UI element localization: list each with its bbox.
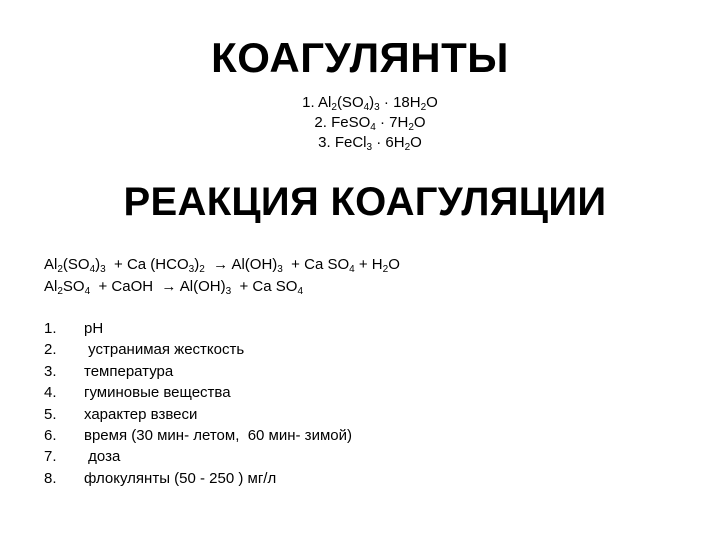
- coagulant-item: 3. FeCl$_3$ · $6H_2O$: [318, 134, 422, 153]
- factor-list: [44, 318, 352, 489]
- list-item: 2. устранимая жесткость: [44, 341, 245, 359]
- page-title: КОАГУЛЯНТЫ: [211, 34, 509, 81]
- coagulant-list: [0, 93, 720, 153]
- section-title: РЕАКЦИЯ КОАГУЛЯЦИИ: [123, 180, 607, 224]
- list-item: 1. pH: [44, 320, 104, 337]
- reaction-equation-1: $Al_2(SO_4)_3 + Ca$ $(HCO_3)_2 \to Al(OH)_3 + Ca$ $SO_4 + H_2O$: [44, 256, 400, 275]
- list-item: 7. доза: [44, 448, 121, 466]
- list-item: 8. флокулянты (50 - 250 ) мг/л: [44, 469, 277, 487]
- coagulant-item: 1. $Al_2(SO_4)_3 \cdot 18H_2O$: [302, 94, 438, 113]
- list-item: 6. время (30 мин- летом, 60 мин- зимой): [44, 427, 352, 445]
- coagulant-item: 2. FeSO$_4$ · $7H_2O$: [314, 114, 426, 133]
- reaction-equation-2: $Al_2SO_4$ + CaOH → $Al(OH)_3 + Ca$ $SO_4$: [44, 278, 304, 297]
- list-item: 5. характер взвеси: [44, 405, 198, 423]
- list-item: 4. гуминовые вещества: [44, 384, 231, 402]
- list-item: 3. температура: [44, 362, 174, 380]
- reaction-equations: [44, 254, 400, 298]
